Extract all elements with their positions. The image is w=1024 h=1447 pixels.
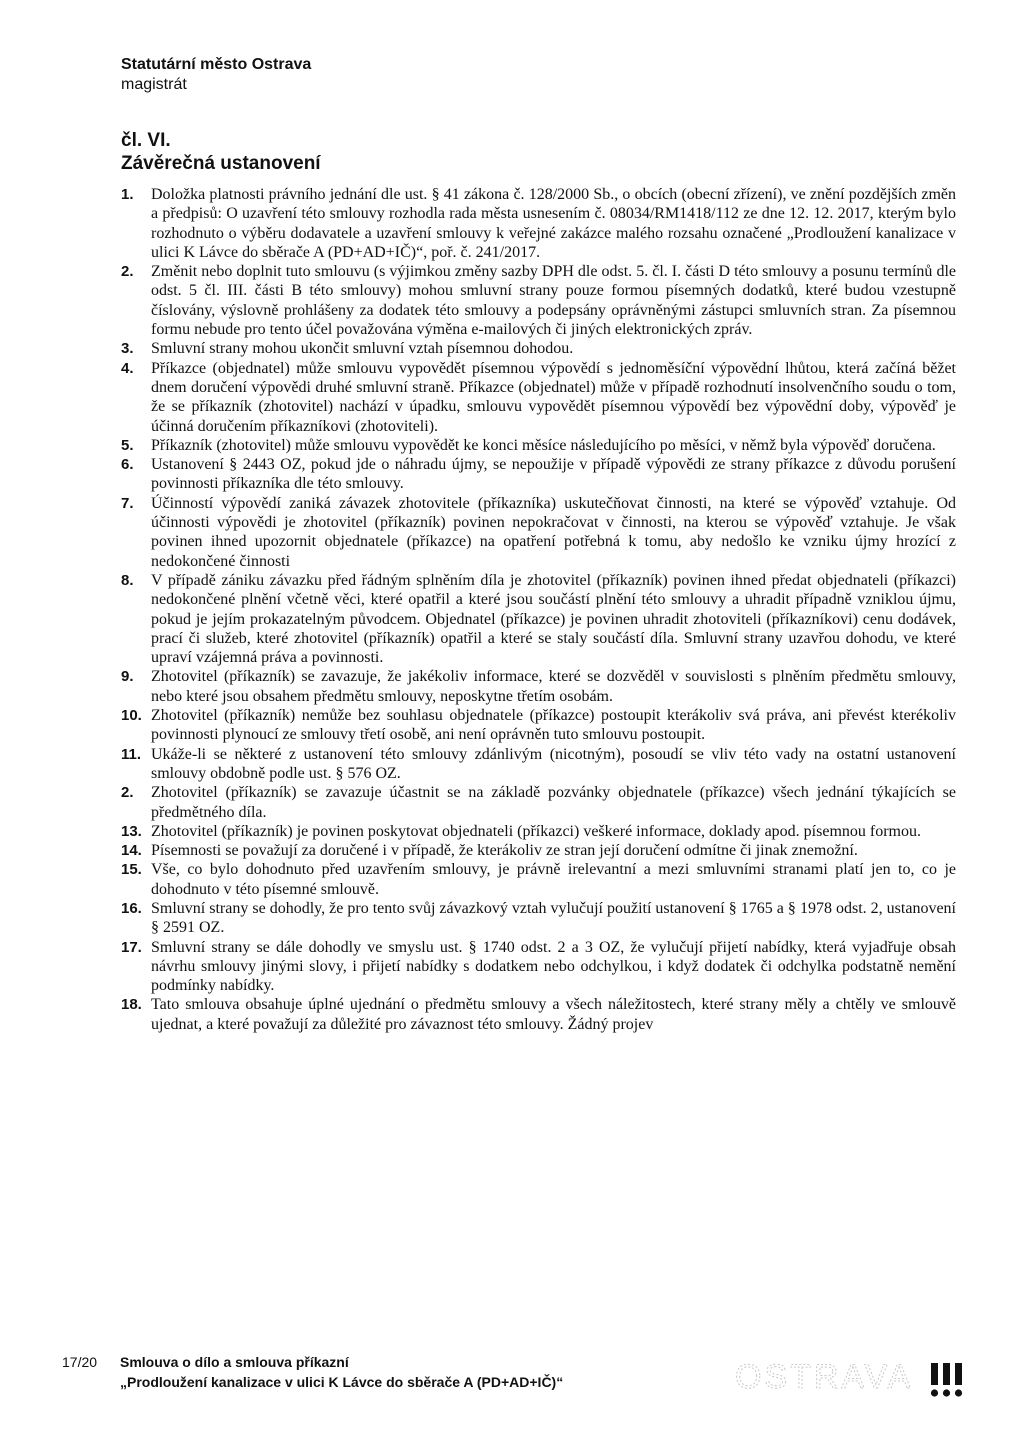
clause-number: 17. [121,938,142,956]
clause-text: Vše, co bylo dohodnuto před uzavřením smlouvy, je právně irelevantní a mezi smluvními stranami platí jen to, co je dohodnuto v této písemné smlouvě. [151,861,956,898]
clause-number: 8. [121,571,134,589]
clause-item [121,706,956,745]
clause-item [121,494,956,571]
clause-item [121,436,956,455]
document-title-line-1: Smlouva o dílo a smlouva příkazní [120,1354,349,1370]
clause-text: Smluvní strany se dohodly, že pro tento svůj závazkový vztah vylučují použití ustanovení § 1765 a § 1978 odst. 2, ustanovení § 2591 OZ. [151,899,956,937]
clause-text: Změnit nebo doplnit tuto smlouvu (s výjimkou změny sazby DPH dle odst. 5. čl. I. části D této smlouvy a posunu termínů dle odst. 5 čl. III. části B této smlouvy) mohou smluvní strany pouze formou písemných dodatků, které budou vzestupně číslovány, výslovně prohlášeny za dodatek této smlouvy a podepsány oprávněnými zástupci smluvních stran. Za písemnou formu nebude pro tento účel považována výměna e-mailových či jiných elektronických zpráv. [151,263,956,339]
organization-name: Statutární město Ostrava [121,56,312,73]
clause-number: 7. [121,494,134,512]
clause-item [121,783,956,822]
clause-item [121,938,956,996]
clause-item [121,841,956,860]
clause-text: V případě zániku závazku před řádným splněním díla je zhotovitel (příkazník) povinen ihned předat objednateli (příkazci) nedokončené plnění včetně věci, které opatřil a které jsou součástí plnění této smlouvy a uhradit případně vzniklou újmu, pokud je jejím prokazatelným původcem. Objednatel (příkazce) je povinen uhradit zhotoviteli (příkazníkovi) cenu dodávek, prací či služeb, které zhotovitel (příkazník) opatřil a které se staly součástí díla. Smluvní strany uzavřou dohodu, ve které upraví vzájemná práva a povinnosti. [151,571,956,667]
organization-department: magistrát [121,76,187,93]
clause-number: 9. [121,668,134,686]
clause-list [121,185,956,1034]
clause-item [121,822,956,841]
clause-text: Příkazce (objednatel) může smlouvu vypovědět písemnou výpovědí s jednoměsíční výpovědní lhůtou, která začíná běžet dnem doručení výpovědi druhé smluvní straně. Příkazce (objednatel) může v případě rozhodnutí insolvenčního soudu o tom, že se příkazník (zhotovitel) nachází v úpadku, smlouvu vypovědět písemnou výpovědí bez výpovědní doby, výpověď je účinná doručením příkazníkovi (zhotoviteli). [151,359,956,435]
clause-item [121,860,956,899]
clause-item [121,995,956,1034]
clause-text: Ustanovení § 2443 OZ, pokud jde o náhradu újmy, se nepoužije v případě výpovědi ze strany příkazce z důvodu porušení povinnosti příkazníka dle této smlouvy. [151,456,956,493]
article-number: čl. VI. [121,130,171,151]
clause-number: 13. [121,822,142,840]
clause-text: Písemnosti se považují za doručené i v případě, že kterákoliv ze stran její doručení odmítne či jinak znemožní. [151,842,858,860]
clause-number: 3. [121,340,134,358]
clause-number: 2. [121,263,134,281]
clause-text: Účinností výpovědí zaniká závazek zhotovitele (příkazníka) uskutečňovat činnosti, na které se výpověď vztahuje. Od účinnosti výpovědi je zhotovitel (příkazník) povinen nepokračovat v činnosti, na kterou se výpověď vztahuje. Je však povinen ihned upozornit objednatele (příkazce) na opatření potřebná k tomu, aby nedošlo ke vzniku újmy hrozící z nedokončené činnosti [151,494,956,570]
clause-number: 18. [121,996,142,1014]
clause-text: Doložka platnosti právního jednání dle ust. § 41 zákona č. 128/2000 Sb., o obcích (obecní zřízení), ve znění pozdějších změn a předpisů: O uzavření této smlouvy rozhodla rada města usnesením č. 08034/RM1418/112 ze dne 12. 12. 2017, kterým bylo rozhodnuto o výběru dodavatele a uzavření smlouvy k veřejné zakázce malého rozsahu označené „Prodloužení kanalizace v ulici K Lávce do sběrače A (PD+AD+IČ)“, poř. č. 241/2017. [151,186,956,261]
clause-item [121,185,956,262]
article-heading [121,130,321,176]
clause-number: 11. [121,745,142,763]
document-title [120,1352,640,1392]
svg-text:OSTRAVA: OSTRAVA [735,1358,914,1396]
clause-item [121,667,956,706]
clause-text: Zhotovitel (příkazník) nemůže bez souhlasu objednatele (příkazce) postoupit kterákoliv svá práva, ani převést kterékoliv povinnosti plynoucí ze smlouvy třetí osobě, ani není oprávněn tuto smlouvu postoupit. [151,707,956,744]
clause-number: 6. [121,456,134,474]
ostrava-logo-icon [735,1355,975,1401]
page-number: 17/20 [62,1354,98,1370]
clause-number: 16. [121,899,142,917]
letterhead [121,55,311,95]
clause-text: Zhotovitel (příkazník) se zavazuje, že jakékoliv informace, které se dozvěděl v souvislosti s plněním předmětu smlouvy, nebo které jsou obsahem předmětu smlouvy, neposkytne třetím osobám. [151,668,956,705]
clause-item [121,899,956,938]
clause-text: Smluvní strany mohou ukončit smluvní vztah písemnou dohodou. [151,340,574,358]
clause-number: 5. [121,436,134,454]
clause-number: 1. [121,186,134,203]
clause-text: Zhotovitel (příkazník) se zavazuje účastnit se na základě pozvánky objednatele (příkazce) všech jednání týkajících se předmětného díla. [151,784,956,821]
clause-item [121,359,956,436]
document-title-line-2: „Prodloužení kanalizace v ulici K Lávce do sběrače A (PD+AD+IČ)“ [120,1374,564,1390]
clause-text: Smluvní strany se dále dohodly ve smyslu ust. § 1740 odst. 2 a 3 OZ, že vylučují přijetí nabídky, která vyjadřuje obsah návrhu smlouvy jinými slovy, i přijetí nabídky s dodatkem nebo odchylkou, i když dodatek či odchylka podstatně nemění podmínky nabídky. [151,938,956,995]
clause-number: 10. [121,707,142,725]
clause-text: Příkazník (zhotovitel) může smlouvu vypovědět ke konci měsíce následujícího po měsíci, v němž byla výpověď doručena. [151,436,936,454]
clause-text: Ukáže-li se některé z ustanovení této smlouvy zdánlivým (nicotným), posoudí se vliv této vady na ostatní ustanovení smlouvy obdobně podle ust. § 576 OZ. [151,745,956,782]
clause-number: 4. [121,359,134,377]
clause-number: 15. [121,861,142,879]
clause-text: Zhotovitel (příkazník) je povinen poskytovat objednateli (příkazci) veškeré informace, doklady apod. písemnou formou. [151,822,921,840]
article-title: Závěrečná ustanovení [121,153,321,174]
clause-item [121,571,956,667]
clause-item [121,745,956,784]
clause-item [121,339,956,358]
clause-number: 2. [121,784,134,802]
clause-number: 14. [121,842,142,860]
clause-text: Tato smlouva obsahuje úplné ujednání o předmětu smlouvy a všech náležitostech, které strany měly a chtěly ve smlouvě ujednat, a které považují za důležité pro závaznost této smlouvy. Žádný projev [151,996,956,1033]
clause-item [121,262,956,339]
clause-item [121,455,956,494]
